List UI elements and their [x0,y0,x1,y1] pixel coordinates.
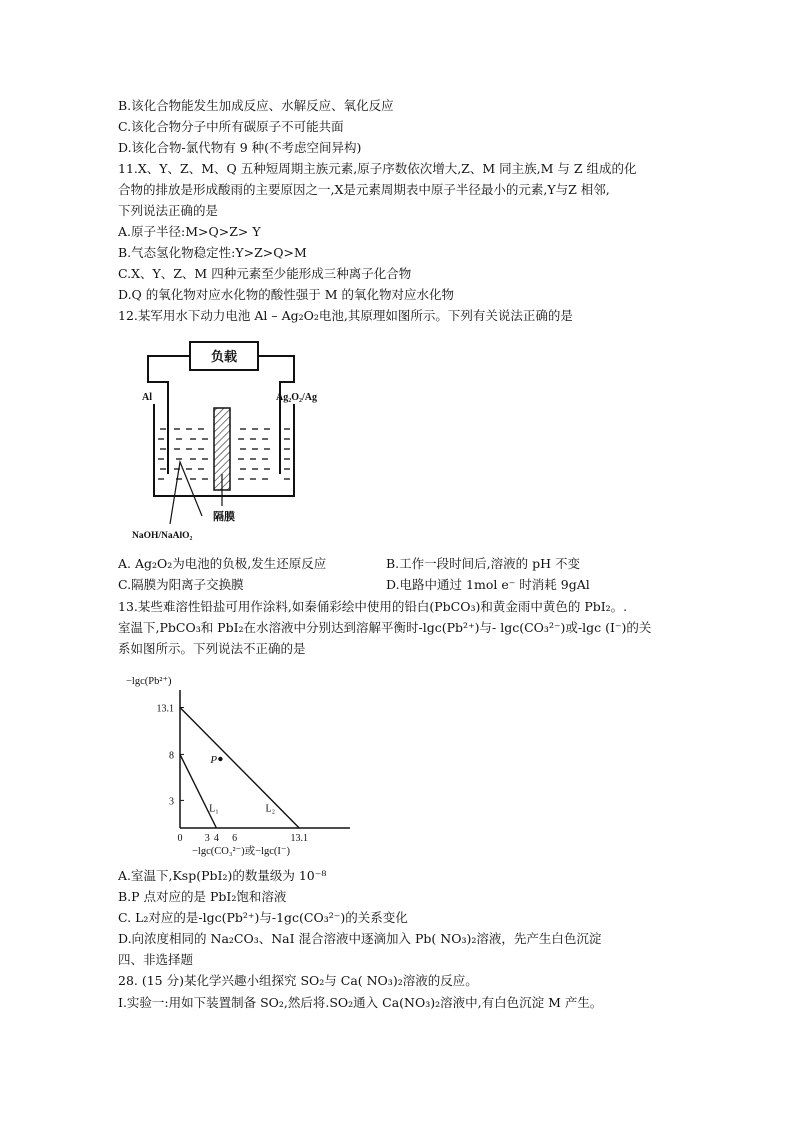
q10-option-c: C.该化合物分子中所有碳原子不可能共面 [118,119,344,134]
chart-xlabel: −lgc(CO₃²⁻)或−lgc(I⁻) [192,846,290,857]
q13-stem-line3: 系如图所示。下列说法不正确的是 [118,641,306,656]
series-line-2 [180,707,299,828]
y-tick-label-8: 8 [169,750,174,762]
q13-option-a: A.室温下,Ksp(PbI₂)的数量级为 10⁻⁸ [118,868,327,883]
x-tick-label-13-1: 13.1 [290,833,308,844]
q28-part1: I.实验一:用如下装置制备 SO₂,然后将.SO₂通入 Ca(NO₃)₂溶液中,有白色沉淀 M 产生。 [118,995,603,1010]
right-wire [258,356,294,474]
series-label-2: L₂ [265,803,276,815]
y-tick-label-3: 3 [169,796,174,808]
q13-option-b: B.P 点对应的是 PbI₂饱和溶液 [118,889,287,904]
chart-ylabel: −lgc(Pb²⁺) [126,676,172,687]
q12-option-d: D.电路中通过 1mol e⁻ 时消耗 9gAl [386,577,590,592]
q11-stem-line2: 合物的排放是形成酸雨的主要原因之一,X是元素周期表中原子半径最小的元素,Y与Z 相邻, [118,182,610,197]
q12-stem: 12.某军用水下动力电池 Al – Ag₂O₂电池,其原理如图所示。下列有关说法正确的是 [118,308,573,323]
q11-option-c: C.X、Y、Z、M 四种元素至少能形成三种离子化合物 [118,266,412,281]
al-electrode-label: Al [142,392,152,403]
q13-stem-line1: 13.某些难溶性铅盐可用作涂料,如秦俑彩绘中使用的铅白(PbCO₃)和黄金雨中黄色的 PbI₂。. [118,599,628,614]
load-label: 负载 [210,349,238,364]
x-tick-label-0: 0 [177,833,183,844]
q12-option-b: B.工作一段时间后,溶液的 pH 不变 [386,556,580,571]
section-heading: 四、非选择题 [118,952,194,967]
q11-option-a: A.原子半径:M>Q>Z> Y [118,224,261,239]
point-p [218,757,222,761]
q11-stem-line1: 11.X、Y、Z、M、Q 五种短周期主族元素,原子序数依次增大,Z、M 同主族,M 与 Z 组成的化 [118,161,637,176]
q13-stem-line2: 室温下,PbCO₃和 PbI₂在水溶液中分别达到溶解平衡时-lgc(Pb²⁺)与- lgc(CO₃²⁻)或-lgc (I⁻)的关 [118,620,652,635]
ag2o2-electrode-label: Ag₂O₂/Ag [276,392,317,403]
series-label-1: L₁ [209,803,219,815]
q11-option-b: B.气态氢化物稳定性:Y>Z>Q>M [118,245,307,260]
x-tick-label-6: 6 [232,833,238,844]
q11-stem-line3: 下列说法正确的是 [118,203,219,218]
x-tick-label-3: 3 [204,833,210,844]
x-tick-label-4: 4 [213,833,219,844]
solubility-chart [120,664,360,864]
q12-option-c: C.隔膜为阳离子交换膜 [118,577,244,592]
q11-option-d: D.Q 的氧化物对应水化物的酸性强于 M 的氧化物对应水化物 [118,287,455,302]
q10-option-d: D.该化合物-氯代物有 9 种(不考虑空间异构) [118,140,362,155]
y-tick-label-13-1: 13.1 [156,703,174,715]
electrolyte-pointer [170,462,202,524]
q12-option-a: A. Ag₂O₂为电池的负极,发生还原反应 [118,556,327,571]
membrane-label: 隔膜 [213,511,235,523]
point-label-p: P [210,754,218,766]
q28-stem: 28. (15 分)某化学兴趣小组探究 SO₂与 Ca( NO₃)₂溶液的反应。 [118,973,478,988]
electrolyte-label: NaOH/NaAlO₂ [132,531,193,541]
q10-option-b: B.该化合物能发生加成反应、水解反应、氧化反应 [118,98,394,113]
q13-option-c: C. L₂对应的是-lgc(Pb²⁺)与-1gc(CO₃²⁻)的关系变化 [118,910,408,925]
q13-option-d: D.向浓度相同的 Na₂CO₃、NaI 混合溶液中逐滴加入 Pb( NO₃)₂溶液，先产生白色沉淀 [118,931,602,946]
battery-diagram [128,334,338,544]
